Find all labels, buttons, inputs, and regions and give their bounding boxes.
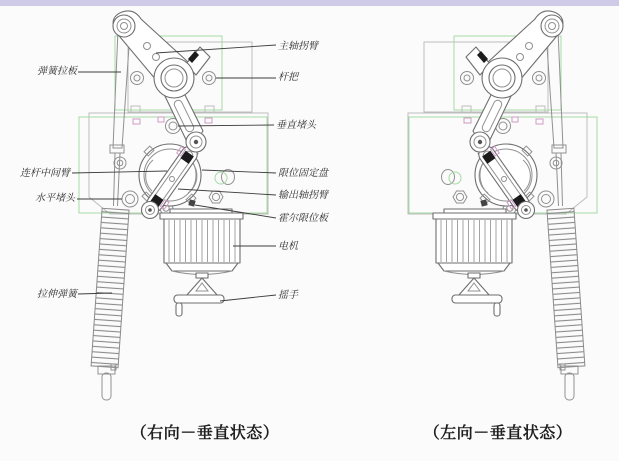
leader-crank-handle (220, 295, 276, 301)
label-rod-handle: 杆把 (278, 72, 298, 83)
label-horizontal-plug: 水平堵头 (35, 193, 75, 204)
label-tension-spring: 拉伸弹簧 (37, 289, 77, 300)
label-link-middle-arm: 连杆中间臂 (20, 168, 70, 179)
caption-right-vertical-state: （右向－垂直状态） (130, 425, 280, 442)
label-spring-pull-plate: 弹簧拉板 (37, 66, 77, 77)
label-hall-limit-plate: 霍尔限位板 (278, 213, 328, 224)
label-output-shaft-crank-arm: 输出轴拐臂 (278, 190, 328, 201)
caption-left-vertical-state: （左向－垂直状态） (423, 425, 573, 442)
label-crank-handle: 摇手 (278, 290, 298, 301)
label-limit-fixing-disc: 限位固定盘 (278, 168, 328, 179)
leader-limit-fixing-disc (202, 170, 276, 173)
machine-left-facing (408, 11, 597, 400)
label-main-shaft-crank-arm: 主轴拐臂 (278, 41, 318, 52)
machine-right-facing (79, 11, 268, 400)
label-motor: 电机 (278, 241, 298, 252)
label-vertical-plug: 垂直堵头 (276, 120, 316, 131)
